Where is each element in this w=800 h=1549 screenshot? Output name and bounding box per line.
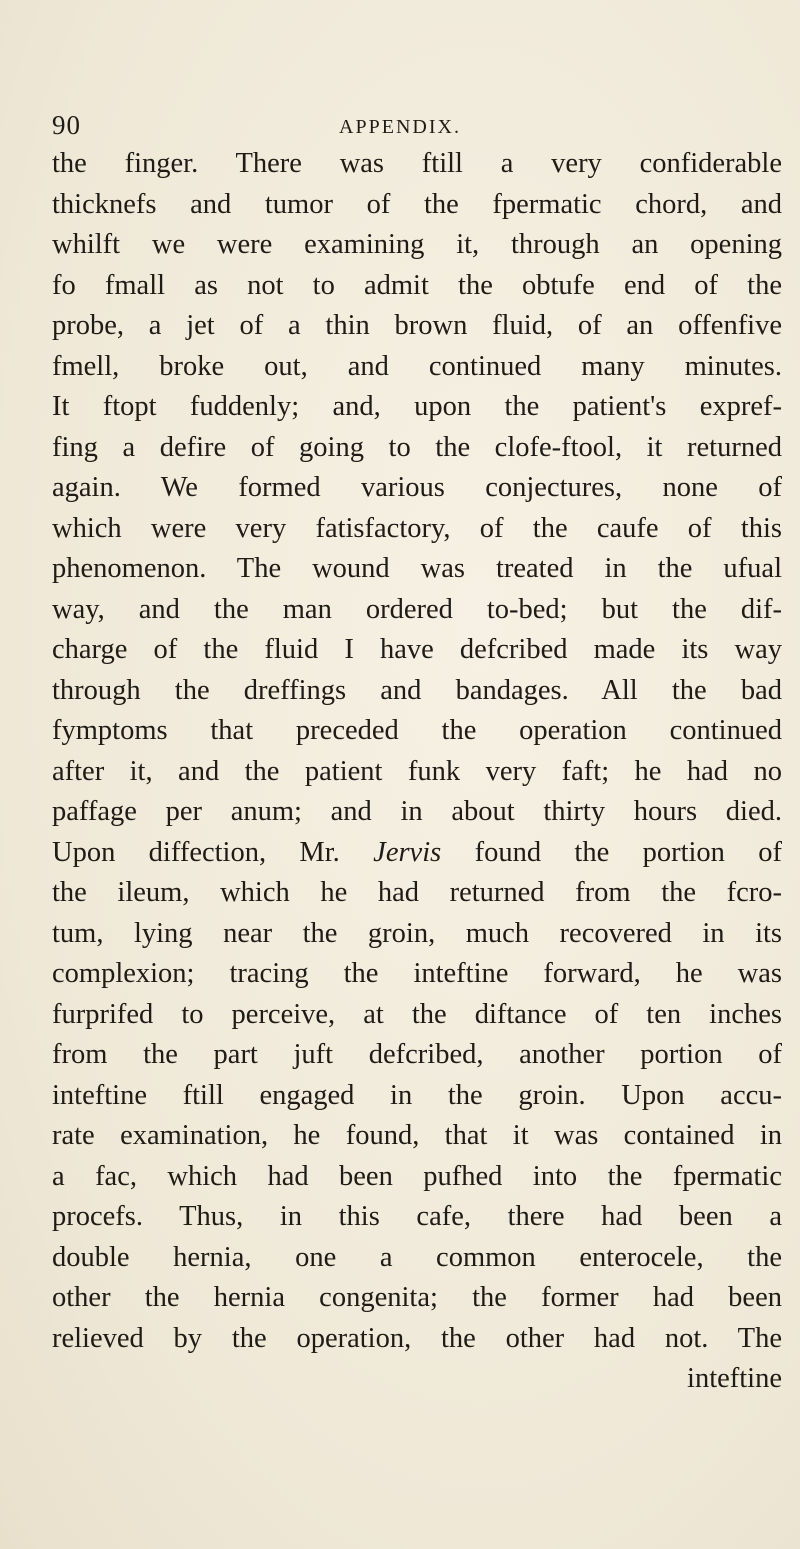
- text-segment: found the portion of: [474, 836, 783, 868]
- text-line: relieved by the operation, the other had not. The: [52, 1322, 782, 1354]
- text-line: fymptoms that preceded the operation continued: [52, 715, 782, 746]
- text-line: the finger. There was ftill a very confiderable: [52, 148, 782, 179]
- text-line: again. We formed various conjectures, none of: [52, 472, 782, 503]
- text-line: way, and the man ordered to-bed; but the dif-: [52, 593, 782, 625]
- text-line: charge of the fluid I have defcribed made its way: [52, 634, 782, 665]
- text-line: tum, lying near the groin, much recovered in its: [52, 917, 782, 949]
- text-line: [52, 833, 782, 874]
- text-line: a fac, which had been pufhed into the fpermatic: [52, 1160, 782, 1192]
- text-line: phenomenon. The wound was treated in the ufual: [52, 553, 782, 584]
- text-line: which were very fatisfactory, of the caufe of this: [52, 512, 782, 544]
- text-line: after it, and the patient funk very faft; he had no: [52, 755, 782, 787]
- text-line: furprifed to perceive, at the diftance of ten inches: [52, 998, 782, 1030]
- page-number: 90: [52, 110, 81, 140]
- running-head: APPENDIX.: [339, 116, 461, 138]
- text-line: thicknefs and tumor of the fpermatic chord, and: [52, 188, 782, 220]
- text-line: other the hernia congenita; the former had been: [52, 1282, 782, 1313]
- catchword: inteftine: [687, 1363, 782, 1394]
- text-line: It ftopt fuddenly; and, upon the patient's expref-: [52, 391, 782, 422]
- text-line: rate examination, he found, that it was contained in: [52, 1120, 782, 1151]
- surgeon-name: Jervis: [373, 836, 442, 868]
- text-line: the ileum, which he had returned from the fcro-: [52, 877, 782, 908]
- text-segment: Upon diffection, Mr.: [52, 836, 340, 868]
- text-line: through the dreffings and bandages. All the bad: [52, 674, 782, 706]
- text-line: fing a defire of going to the clofe-ftool, it returned: [52, 431, 782, 463]
- text-line: procefs. Thus, in this cafe, there had been a: [52, 1201, 782, 1232]
- text-line: whilft we were examining it, through an opening: [52, 229, 782, 260]
- text-line: complexion; tracing the inteftine forward, he was: [52, 958, 782, 989]
- text-line: inteftine ftill engaged in the groin. Upon accu-: [52, 1079, 782, 1111]
- text-line: probe, a jet of a thin brown fluid, of an offenfive: [52, 310, 782, 341]
- text-line: from the part juft defcribed, another portion of: [52, 1039, 782, 1070]
- text-line: fo fmall as not to admit the obtufe end of the: [52, 269, 782, 301]
- text-line: fmell, broke out, and continued many minutes.: [52, 350, 782, 382]
- body-text: [52, 144, 782, 1400]
- text-line: double hernia, one a common enterocele, the: [52, 1241, 782, 1273]
- text-line: paffage per anum; and in about thirty hours died.: [52, 796, 782, 827]
